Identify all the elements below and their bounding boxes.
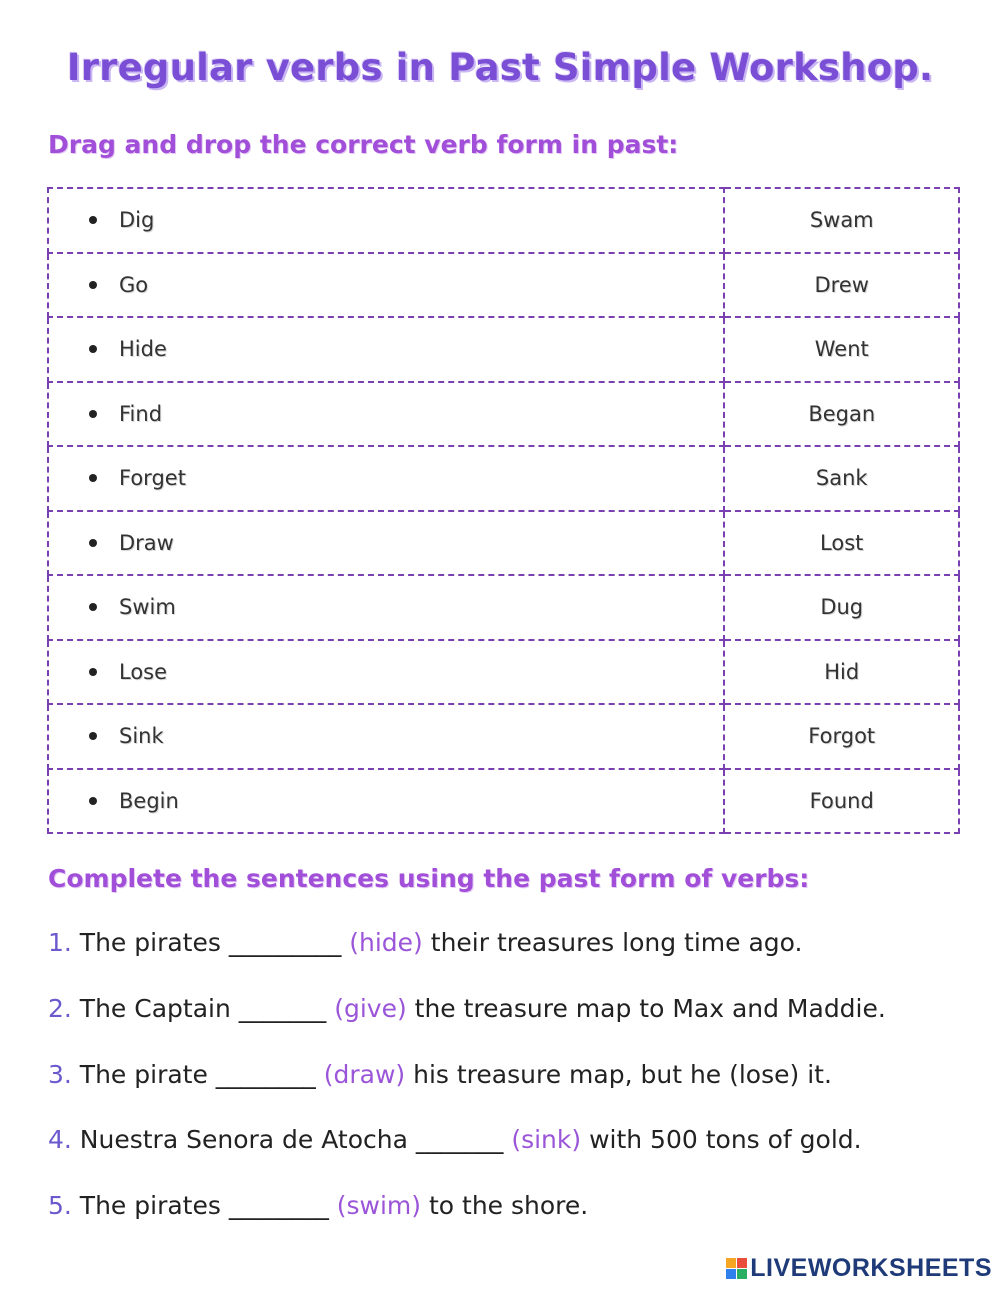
bullet-icon [89, 603, 97, 611]
base-verb: Sink [119, 724, 164, 749]
base-verb: Find [119, 401, 163, 426]
base-verb-cell [48, 317, 724, 382]
sentence-5[interactable] [48, 1191, 588, 1220]
table-row [48, 769, 959, 834]
sentence-text: Nuestra Senora de Atocha _______ [71, 1125, 512, 1154]
bullet-icon [89, 216, 97, 224]
past-form-option[interactable]: Dug [724, 575, 959, 640]
base-verb: Lose [119, 659, 168, 684]
past-form-option[interactable]: Forgot [724, 704, 959, 769]
bullet-icon [89, 797, 97, 805]
sentence-text: The Captain _______ [71, 994, 335, 1023]
bullet-icon [89, 732, 97, 740]
sentence-text: the treasure map to Max and Maddie. [406, 994, 886, 1023]
past-form-option[interactable]: Sank [724, 446, 959, 511]
bullet-icon [89, 410, 97, 418]
sentence-2[interactable] [48, 994, 886, 1023]
base-verb-cell [48, 704, 724, 769]
sentence-text: to the shore. [421, 1191, 589, 1220]
table-row [48, 575, 959, 640]
sentence-text: their treasures long time ago. [422, 928, 803, 957]
verb-matching-table [47, 187, 960, 834]
verb-hint: (draw) [323, 1060, 406, 1089]
verb-hint: (hide) [349, 928, 423, 957]
past-form-option[interactable]: Lost [724, 511, 959, 576]
past-form-option[interactable]: Began [724, 382, 959, 447]
table-row [48, 640, 959, 705]
sentence-number: 2. [48, 994, 72, 1023]
sentence-text: The pirate ________ [71, 1060, 324, 1089]
sentence-number: 1. [48, 928, 72, 957]
logo-block [726, 1269, 736, 1279]
logo-block [737, 1269, 747, 1279]
past-form-option[interactable]: Went [724, 317, 959, 382]
logo-block [726, 1258, 736, 1268]
verb-hint: (give) [334, 994, 407, 1023]
sentence-text: The pirates ________ [71, 1191, 337, 1220]
sentence-text: his treasure map, but he (lose) it. [405, 1060, 832, 1089]
bullet-icon [89, 281, 97, 289]
sentence-text: The pirates _________ [71, 928, 350, 957]
table-row [48, 188, 959, 253]
logo-text: LIVEWORKSHEETS [750, 1254, 992, 1282]
sentence-3[interactable] [48, 1060, 832, 1089]
worksheet-title: Irregular verbs in Past Simple Workshop. [66, 46, 934, 89]
past-form-option[interactable]: Hid [724, 640, 959, 705]
base-verb: Go [119, 272, 149, 297]
base-verb: Hide [119, 337, 167, 362]
table-row [48, 446, 959, 511]
base-verb-cell [48, 446, 724, 511]
table-row [48, 253, 959, 318]
sentence-number: 3. [48, 1060, 72, 1089]
bullet-icon [89, 345, 97, 353]
past-form-option[interactable]: Swam [724, 188, 959, 253]
drag-drop-instruction: Drag and drop the correct verb form in past: [48, 130, 679, 159]
verb-hint: (sink) [511, 1125, 582, 1154]
base-verb-cell [48, 511, 724, 576]
sentence-text: with 500 tons of gold. [581, 1125, 862, 1154]
sentence-number: 4. [48, 1125, 72, 1154]
base-verb: Begin [119, 788, 179, 813]
sentence-number: 5. [48, 1191, 72, 1220]
base-verb: Draw [119, 530, 174, 555]
base-verb-cell [48, 382, 724, 447]
base-verb: Swim [119, 595, 176, 620]
verb-hint: (swim) [336, 1191, 422, 1220]
base-verb-cell [48, 769, 724, 834]
bullet-icon [89, 668, 97, 676]
base-verb-cell [48, 188, 724, 253]
past-form-option[interactable]: Found [724, 769, 959, 834]
complete-sentences-instruction: Complete the sentences using the past form of verbs: [48, 864, 810, 893]
bullet-icon [89, 474, 97, 482]
base-verb-cell [48, 253, 724, 318]
base-verb-cell [48, 575, 724, 640]
base-verb: Forget [119, 466, 186, 491]
past-form-option[interactable]: Drew [724, 253, 959, 318]
sentence-1[interactable] [48, 928, 802, 957]
bullet-icon [89, 539, 97, 547]
sentence-4[interactable] [48, 1125, 862, 1154]
table-row [48, 704, 959, 769]
table-row [48, 317, 959, 382]
base-verb: Dig [119, 208, 155, 233]
table-row [48, 511, 959, 576]
logo-block [737, 1258, 747, 1268]
logo-blocks-icon [726, 1258, 747, 1279]
table-row [48, 382, 959, 447]
base-verb-cell [48, 640, 724, 705]
liveworksheets-logo [726, 1254, 992, 1283]
